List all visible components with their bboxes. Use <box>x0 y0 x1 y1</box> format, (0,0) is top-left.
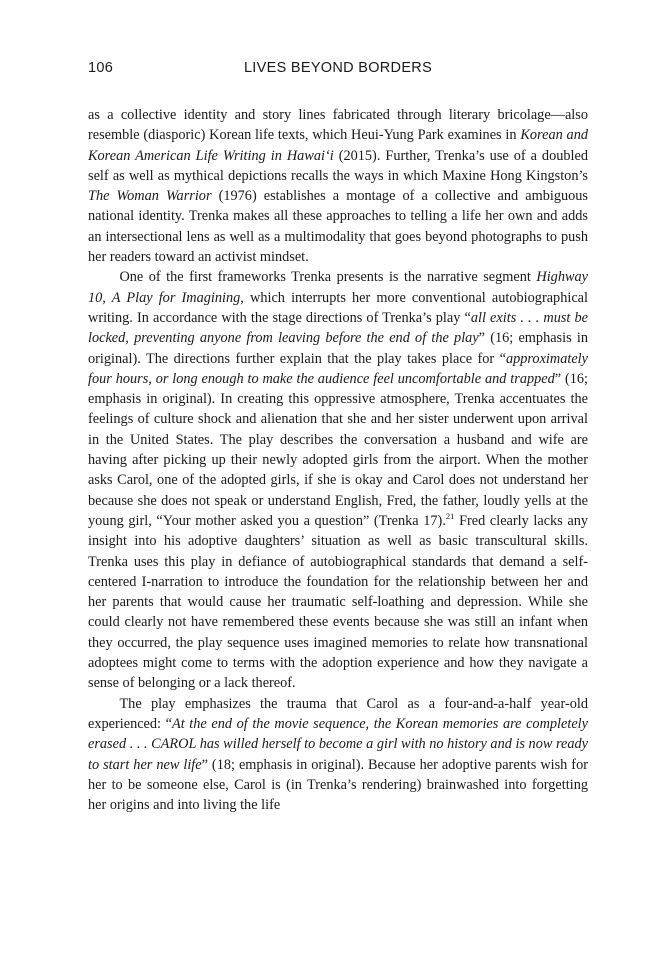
running-head: LIVES BEYOND BORDERS <box>243 60 433 76</box>
text-run: Fred clearly lacks any insight into his adoptive daughters’ situation as well as basic transcultural skills. Trenka uses this play in defiance of autobiographical standards that demand a self-centered I-narration to introduce the foundation for the relationship between her and her parents that would cause her traumatic self-loathing and depression. While she could clearly not have remembered these events because she was still an infant when they occurred, the play sequence uses imagined memories to relate how transnational adoptees might come to terms with the adoption experience and how they navigate a sense of belonging or a lack thereof. <box>88 512 588 692</box>
text-run: (1976) establishes a montage of a collective and ambiguous national identity. Trenka makes all these approaches to telling a life her own and adds an intersectional lens as well as a multimodality that goes beyond photographs to push her readers toward an activist mindset. <box>88 188 588 266</box>
italic-text: The Woman Warrior <box>88 188 212 205</box>
text-run: One of the first frameworks Trenka presents is the narrative segment <box>119 269 537 286</box>
text-run: ” (18; emphasis in original). Because her adoptive parents wish for her to be someone else, Carol is (in Trenka’s rendering) brainwashed into forgetting her origins and into living the life <box>88 756 588 814</box>
text-run: ” (16; emphasis in original). The directions further explain that the play takes place for “ <box>88 330 588 367</box>
text-run: (2015). Further, Trenka’s use of a doubled self as well as mythical depictions recalls the ways in which Maxine Hong Kingston’s <box>88 147 588 184</box>
text-run: , which interrupts her more conventional autobiographical writing. In accordance with the stage directions of Trenka’s play “ <box>88 289 588 326</box>
italic-text: Highway 10, A Play for Imagining <box>88 269 588 306</box>
italic-text: approximately four hours, or long enough to make the audience feel uncomfortable and trapped <box>88 350 588 387</box>
paragraph <box>88 105 588 267</box>
italic-text: Korean and Korean American Life Writing in Hawai‘i <box>88 127 588 164</box>
body-text <box>88 105 588 815</box>
text-run: ” (16; emphasis in original). In creating this oppressive atmosphere, Trenka accentuates the feelings of culture shock and alienation that she and her sister underwent upon arrival in the United States. The play describes the conversation a husband and wife are having after picking up their newly adopted girls from the airport. When the mother asks Carol, one of the adopted girls, if she is okay and Carol does not understand her because she does not speak or understand English, Fred, the father, loudly yells at the young girl, “Your mother asked you a question” (Trenka 17). <box>88 370 588 529</box>
paragraph <box>88 694 588 816</box>
paragraph <box>88 267 588 693</box>
text-run: as a collective identity and story lines fabricated through literary bricolage—also resemble (diasporic) Korean life texts, which Heui-Yung Park examines in <box>88 107 588 144</box>
text-run: The play emphasizes the trauma that Carol as a four-and-a-half year-old experienced: “ <box>88 695 588 732</box>
italic-text: At the end of the movie sequence, the Korean memories are completely erased . . . CAROL has willed herself to become a girl with no history and is now ready to start her new life <box>88 715 588 773</box>
page-number: 106 <box>88 60 114 76</box>
page-header <box>88 60 588 84</box>
italic-text: all exits . . . must be locked, preventing anyone from leaving before the end of the play <box>88 309 588 347</box>
footnote-marker: 21 <box>445 511 455 522</box>
